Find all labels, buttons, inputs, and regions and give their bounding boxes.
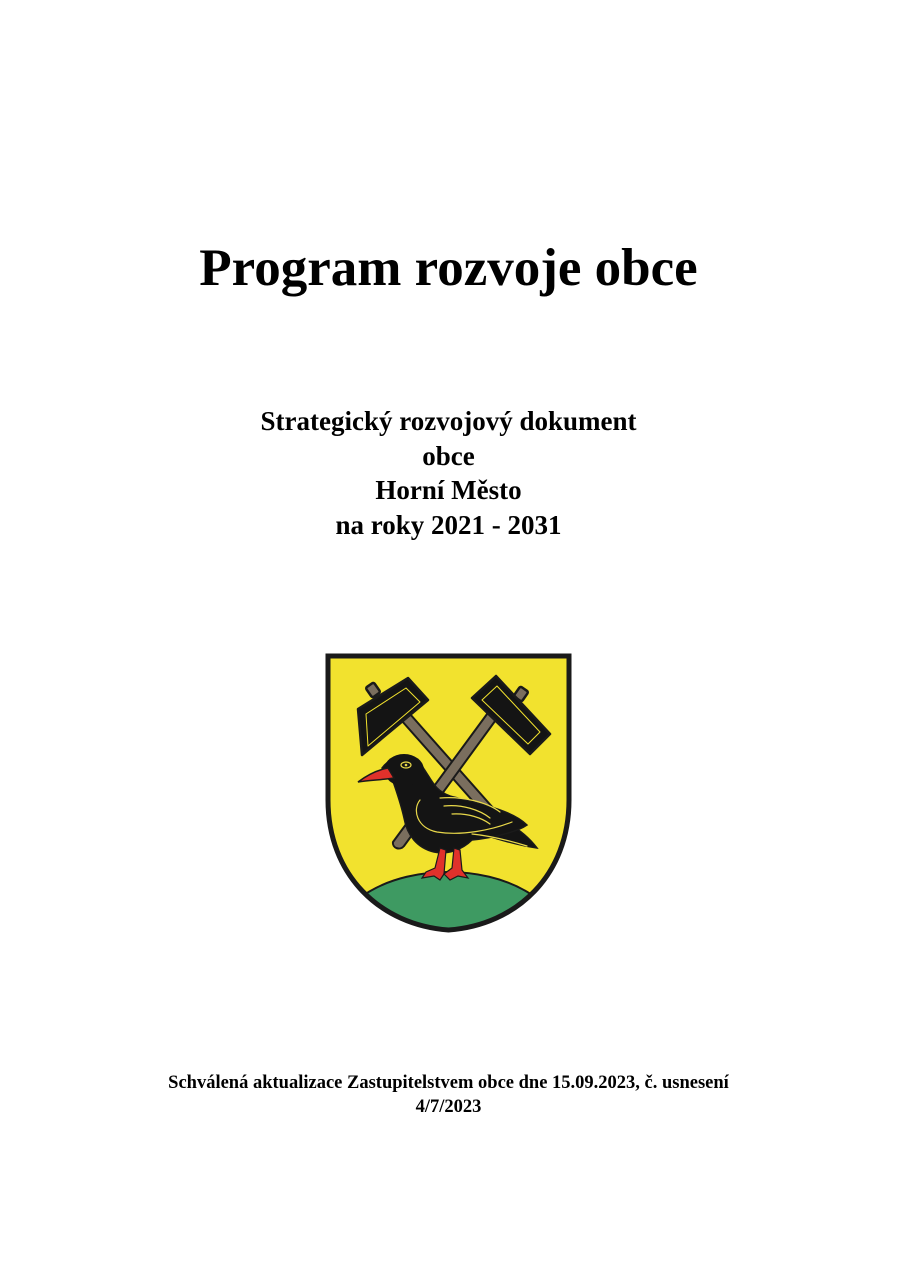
coat-of-arms — [322, 650, 575, 935]
subtitle-line-period: na roky 2021 - 2031 — [335, 509, 562, 540]
resolution-number: 4/7/2023 — [415, 1097, 482, 1117]
coat-of-arms-icon — [322, 650, 575, 935]
document-subtitle — [0, 404, 897, 542]
approval-note — [0, 1071, 897, 1119]
subtitle-line-municipality: Horní Město — [375, 475, 522, 505]
subtitle-line: Strategický rozvojový dokument — [260, 406, 637, 436]
approval-line: Schválená aktualizace Zastupitelstvem obce dne 15.09.2023, č. usnesení — [168, 1073, 729, 1093]
subtitle-line: obce — [422, 440, 475, 471]
document-title: Program rozvoje obce — [199, 239, 698, 297]
